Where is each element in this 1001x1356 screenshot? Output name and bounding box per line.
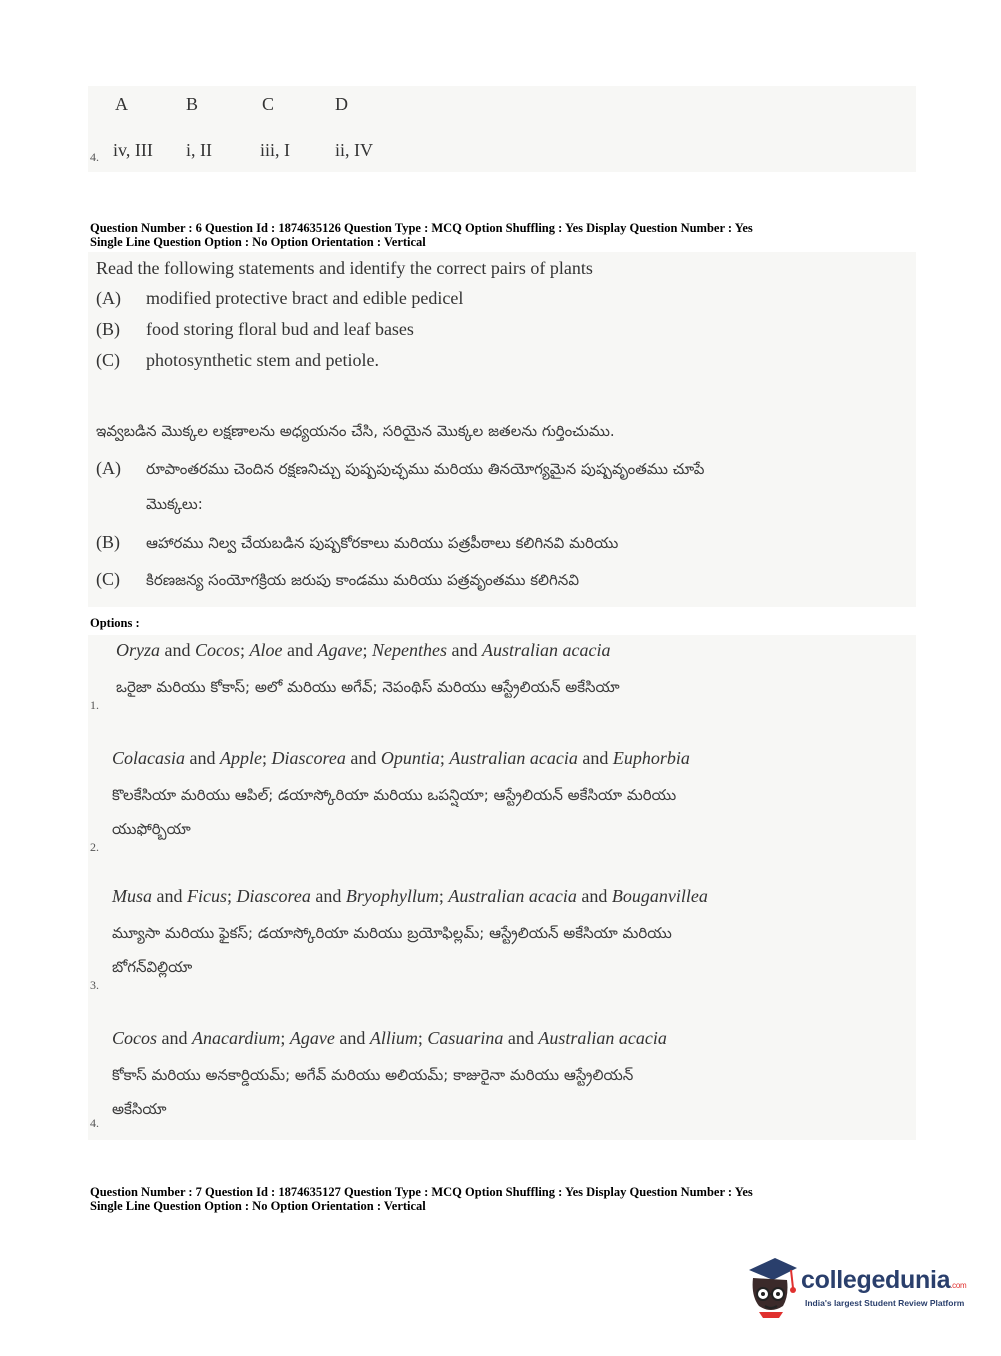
question-stem-en: Read the following statements and identify the correct pairs of plants [96,258,593,278]
value-c: iii, I [260,140,290,160]
connector-text: and [576,886,612,906]
species-name: Ficus [187,886,227,906]
connector-text: ; [280,1028,290,1048]
statement-text: food storing floral bud and leaf bases [146,319,414,339]
statement-text: modified protective bract and edible pedicel [146,288,464,308]
question-stem-te: ఇవ్వబడిన మొక్కల లక్షణాలను అధ్యయనం చేసి, సరియైన మొక్కల జతలను గుర్తించుము. [96,422,615,440]
statement-text-te: ఆహారము నిల్వ చేయబడిన పుష్పకోరకాలు మరియు పత్రపీఠాలు కలిగినవి మరియు [146,534,619,552]
connector-text: and [503,1028,539,1048]
option-number[interactable]: 3. [90,978,99,992]
connector-text: and [152,886,187,906]
statement-text: photosynthetic stem and petiole. [146,350,379,370]
species-name: Opuntia [380,748,440,768]
species-name: Casuarina [427,1028,504,1048]
species-name: Apple [220,748,263,768]
column-header-c: C [262,94,275,114]
question-meta-line1: Question Number : 7 Question Id : 1874635127 Question Type : MCQ Option Shuffling : Yes Display Question Number : Yes [90,1185,753,1199]
value-d: ii, IV [335,140,373,160]
option-text-te: మ్యూసా మరియు ఫైకస్; డయాస్కోరియా మరియు బ్రయోఫిల్లమ్; ఆస్ట్రేలియన్ అకేసియా మరియు [112,924,672,942]
species-name: Agave [289,1028,335,1048]
connector-text: and [185,748,221,768]
connector-text: ; [262,748,272,768]
statement-text-te: కిరణజన్య సంయోగక్రియ జరుపు కాండము మరియు పత్రవృంతము కలిగినవి [146,571,579,589]
value-a: iv, III [113,140,153,160]
logo-suffix: .com [950,1281,967,1290]
species-name: Diascorea [271,748,346,768]
connector-text: ; [240,640,250,660]
option-text-te-cont: యుఫోర్బియా [112,820,191,838]
species-name: Allium [369,1028,418,1048]
statement-label: (C) [96,569,120,589]
option-number: 4. [90,150,99,164]
species-name: Australian acacia [482,640,611,660]
statement-label: (C) [96,350,120,370]
option-text-en [112,748,690,769]
connector-text: ; [227,886,237,906]
species-name: Bryophyllum [345,886,439,906]
species-name: Australian acacia [449,748,578,768]
statement-text-te-cont: మొక్కలు: [146,495,203,513]
options-label: Options : [90,616,140,630]
species-name: Musa [112,886,152,906]
species-name: Colacasia [112,748,186,768]
connector-text: ; [438,886,449,906]
species-name: Aloe [249,640,283,660]
logo-tagline: India's largest Student Review Platform [805,1298,965,1308]
connector-text: and [447,640,482,660]
value-b: i, II [186,140,212,160]
connector-text: and [157,1028,192,1048]
connector-text: and [160,640,195,660]
option-text-te: ఒరైజా మరియు కోకాస్; అలో మరియు అగేవ్; నెపంథిస్ మరియు ఆస్ట్రేలియన్ అకేసియా [116,678,620,696]
question-meta-line2: Single Line Question Option : No Option Orientation : Vertical [90,235,426,249]
option-number[interactable]: 2. [90,840,99,854]
option-text-te: కొలకేసియా మరియు ఆపిల్; డయాస్కోరియా మరియు ఒపన్షియా; ఆస్ట్రేలియన్ అకేసియా మరియు [112,786,677,804]
species-name: Cocos [195,640,240,660]
statement-label: (B) [96,319,120,339]
species-name: Nepenthes [372,640,447,660]
option-text-te-cont: బోగన్‌విల్లియా [112,958,193,976]
connector-text: ; [439,748,450,768]
column-header-a: A [115,94,128,114]
option-number[interactable]: 4. [90,1116,99,1130]
species-name: Bouganvillea [611,886,708,906]
option-text-en [116,640,611,661]
species-name: Agave [317,640,363,660]
connector-text: and [282,640,318,660]
connector-text: and [310,886,346,906]
connector-text: ; [417,1028,428,1048]
connector-text: ; [362,640,373,660]
statement-label: (B) [96,532,120,552]
statement-label: (A) [96,288,121,308]
option-number[interactable]: 1. [90,698,99,712]
logo-wordmark: collegedunia [801,1266,951,1294]
option-text-en [112,1028,667,1049]
connector-text: and [577,748,613,768]
option-text-te-cont: అకేసియా [112,1100,167,1118]
column-header-b: B [186,94,199,114]
statement-label: (A) [96,458,121,478]
question-meta-line1: Question Number : 6 Question Id : 1874635126 Question Type : MCQ Option Shuffling : Yes Display Question Number : Yes [90,221,753,235]
column-header-d: D [335,94,348,114]
species-name: Australian acacia [538,1028,667,1048]
species-name: Euphorbia [612,748,690,768]
statement-text-te: రూపాంతరము చెందిన రక్షణనిచ్చు పుష్పపుచ్ఛము మరియు తినయోగ్యమైన పుష్పవృంతము చూపే [146,460,705,478]
species-name: Australian acacia [448,886,577,906]
mascot-icon [745,1256,797,1318]
species-name: Diascorea [236,886,311,906]
collegedunia-logo [745,1252,975,1322]
question-meta-line2: Single Line Question Option : No Option Orientation : Vertical [90,1199,426,1213]
species-name: Anacardium [192,1028,281,1048]
connector-text: and [334,1028,370,1048]
species-name: Oryza [116,640,160,660]
option-text-en [112,886,708,907]
connector-text: and [345,748,381,768]
species-name: Cocos [112,1028,157,1048]
option-text-te: కోకాస్ మరియు అనకార్డియమ్; అగేవ్ మరియు అలియమ్; కాజురైనా మరియు ఆస్ట్రేలియన్ [112,1066,634,1084]
